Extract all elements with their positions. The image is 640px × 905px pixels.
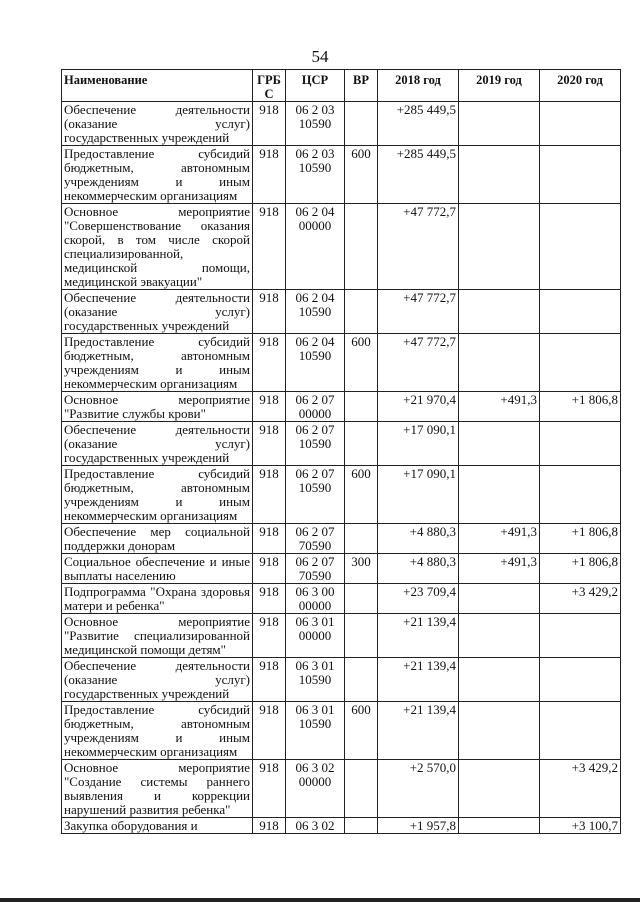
cell-vr [345,102,378,146]
cell-y2020 [540,614,621,658]
cell-y2019: +491,3 [459,554,540,584]
cell-name: Предоставление субсидий бюджетным, автономным учреждениям и иным некоммерческим организациям [62,466,253,524]
cell-y2019: +491,3 [459,392,540,422]
cell-y2020: +1 806,8 [540,392,621,422]
cell-y2018: +47 772,7 [378,334,459,392]
cell-y2020 [540,204,621,290]
cell-name: Закупка оборудования и [62,818,253,834]
cell-vr [345,524,378,554]
cell-vr [345,392,378,422]
cell-csr: 06 2 04 00000 [286,204,345,290]
cell-y2020: +3 100,7 [540,818,621,834]
cell-y2018: +47 772,7 [378,290,459,334]
cell-y2018: +47 772,7 [378,204,459,290]
cell-name: Обеспечение деятельности (оказание услуг) государственных учреждений [62,422,253,466]
table-row [62,334,621,392]
cell-csr: 06 2 07 70590 [286,554,345,584]
cell-y2020 [540,466,621,524]
cell-grbs: 918 [253,818,286,834]
cell-y2018: +1 957,8 [378,818,459,834]
cell-vr: 600 [345,334,378,392]
cell-y2019 [459,584,540,614]
cell-y2020 [540,290,621,334]
cell-y2019 [459,702,540,760]
table-row [62,760,621,818]
cell-name: Подпрограмма "Охрана здоровья матери и ребенка" [62,584,253,614]
cell-y2020 [540,702,621,760]
header-vr: ВР [345,70,378,102]
header-2019: 2019 год [459,70,540,102]
cell-vr: 600 [345,466,378,524]
table-row [62,422,621,466]
cell-grbs: 918 [253,204,286,290]
cell-name: Социальное обеспечение и иные выплаты населению [62,554,253,584]
header-grbs: ГРБ С [253,70,286,102]
cell-grbs: 918 [253,422,286,466]
cell-y2020: +3 429,2 [540,584,621,614]
cell-y2020 [540,422,621,466]
cell-y2018: +21 139,4 [378,658,459,702]
cell-grbs: 918 [253,524,286,554]
header-2018: 2018 год [378,70,459,102]
cell-vr: 600 [345,702,378,760]
cell-y2018: +17 090,1 [378,466,459,524]
cell-name: Обеспечение деятельности (оказание услуг) государственных учреждений [62,290,253,334]
cell-vr [345,422,378,466]
table-body [62,102,621,834]
cell-vr [345,204,378,290]
cell-y2020: +1 806,8 [540,524,621,554]
header-csr: ЦСР [286,70,345,102]
table-row [62,524,621,554]
cell-name: Основное мероприятие "Развитие службы крови" [62,392,253,422]
cell-csr: 06 2 03 10590 [286,102,345,146]
cell-grbs: 918 [253,392,286,422]
cell-csr: 06 2 07 00000 [286,392,345,422]
cell-name: Обеспечение деятельности (оказание услуг) государственных учреждений [62,102,253,146]
cell-grbs: 918 [253,102,286,146]
cell-y2018: +17 090,1 [378,422,459,466]
cell-vr [345,658,378,702]
cell-vr [345,614,378,658]
scan-bottom-edge [0,898,640,902]
cell-vr [345,584,378,614]
cell-y2018: +23 709,4 [378,584,459,614]
cell-vr: 600 [345,146,378,204]
page-number: 54 [311,47,329,66]
cell-csr: 06 2 07 10590 [286,422,345,466]
table-row [62,614,621,658]
cell-name: Основное мероприятие "Создание системы раннего выявления и коррекции нарушений развития ребенка" [62,760,253,818]
cell-name: Обеспечение мер социальной поддержки донорам [62,524,253,554]
cell-csr: 06 3 01 00000 [286,614,345,658]
table-row [62,102,621,146]
cell-y2018: +4 880,3 [378,554,459,584]
cell-csr: 06 2 04 10590 [286,334,345,392]
cell-name: Обеспечение деятельности (оказание услуг) государственных учреждений [62,658,253,702]
cell-y2019 [459,422,540,466]
cell-grbs: 918 [253,584,286,614]
cell-y2019 [459,614,540,658]
cell-vr [345,760,378,818]
cell-y2018: +285 449,5 [378,102,459,146]
cell-y2020: +3 429,2 [540,760,621,818]
cell-grbs: 918 [253,702,286,760]
cell-y2019 [459,466,540,524]
cell-y2018: +21 139,4 [378,702,459,760]
cell-y2018: +21 139,4 [378,614,459,658]
cell-grbs: 918 [253,614,286,658]
table-row [62,818,621,834]
cell-vr [345,290,378,334]
cell-csr: 06 2 04 10590 [286,290,345,334]
cell-y2019 [459,818,540,834]
cell-csr: 06 3 02 00000 [286,760,345,818]
table-row [62,392,621,422]
cell-y2018: +4 880,3 [378,524,459,554]
cell-vr [345,818,378,834]
cell-y2019 [459,204,540,290]
header-row [62,70,621,102]
cell-y2019 [459,334,540,392]
cell-y2019 [459,146,540,204]
cell-name: Предоставление субсидий бюджетным, автономным учреждениям и иным некоммерческим организациям [62,146,253,204]
cell-name: Предоставление субсидий бюджетным, автономным учреждениям и иным некоммерческим организациям [62,334,253,392]
cell-y2020 [540,334,621,392]
cell-csr: 06 2 07 10590 [286,466,345,524]
cell-grbs: 918 [253,760,286,818]
table-row [62,554,621,584]
cell-y2020: +1 806,8 [540,554,621,584]
cell-y2019 [459,102,540,146]
table-row [62,290,621,334]
cell-y2020 [540,658,621,702]
cell-y2019: +491,3 [459,524,540,554]
cell-vr: 300 [345,554,378,584]
budget-table [61,69,621,834]
cell-csr: 06 3 01 10590 [286,658,345,702]
cell-y2019 [459,290,540,334]
header-2020: 2020 год [540,70,621,102]
table-row [62,146,621,204]
cell-name: Основное мероприятие "Совершенствование оказания скорой, в том числе скорой специализированной, медицинской помощи, медицинской эвакуации" [62,204,253,290]
cell-grbs: 918 [253,146,286,204]
cell-grbs: 918 [253,554,286,584]
cell-y2020 [540,102,621,146]
cell-y2018: +285 449,5 [378,146,459,204]
table-row [62,466,621,524]
cell-grbs: 918 [253,334,286,392]
cell-csr: 06 3 02 [286,818,345,834]
cell-csr: 06 3 00 00000 [286,584,345,614]
cell-csr: 06 2 07 70590 [286,524,345,554]
cell-name: Основное мероприятие "Развитие специализированной медицинской помощи детям" [62,614,253,658]
table-row [62,584,621,614]
table-row [62,204,621,290]
cell-csr: 06 3 01 10590 [286,702,345,760]
cell-grbs: 918 [253,658,286,702]
cell-y2018: +21 970,4 [378,392,459,422]
table-row [62,702,621,760]
cell-y2019 [459,658,540,702]
cell-y2018: +2 570,0 [378,760,459,818]
cell-grbs: 918 [253,290,286,334]
table-row [62,658,621,702]
table-header [62,70,621,102]
cell-csr: 06 2 03 10590 [286,146,345,204]
cell-grbs: 918 [253,466,286,524]
cell-y2019 [459,760,540,818]
cell-name: Предоставление субсидий бюджетным, автономным учреждениям и иным некоммерческим организациям [62,702,253,760]
cell-y2020 [540,146,621,204]
header-name: Наименование [62,70,253,102]
